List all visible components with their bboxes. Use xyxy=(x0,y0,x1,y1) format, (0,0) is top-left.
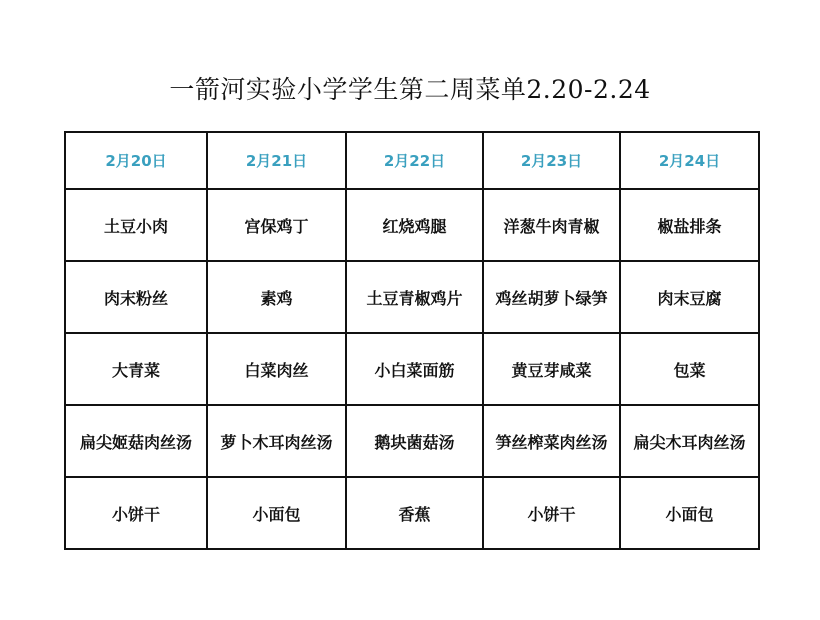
menu-dish-cell: 鸡丝胡萝卜绿笋 xyxy=(483,261,620,333)
table-row xyxy=(65,477,759,549)
menu-dish-cell: 扁尖木耳肉丝汤 xyxy=(620,405,759,477)
menu-dish-cell: 素鸡 xyxy=(207,261,346,333)
menu-dish-cell: 白菜肉丝 xyxy=(207,333,346,405)
menu-dish-cell: 土豆小肉 xyxy=(65,189,207,261)
weekly-menu-table xyxy=(64,131,760,550)
date-header-cell: 2月22日 xyxy=(346,132,483,189)
menu-dish-cell: 小饼干 xyxy=(65,477,207,549)
menu-dish-cell: 小白菜面筋 xyxy=(346,333,483,405)
table-row xyxy=(65,189,759,261)
date-header-cell: 2月20日 xyxy=(65,132,207,189)
menu-dish-cell: 鹅块菌菇汤 xyxy=(346,405,483,477)
menu-dish-cell: 笋丝榨菜肉丝汤 xyxy=(483,405,620,477)
menu-dish-cell: 包菜 xyxy=(620,333,759,405)
menu-dish-cell: 红烧鸡腿 xyxy=(346,189,483,261)
menu-dish-cell: 宫保鸡丁 xyxy=(207,189,346,261)
date-header-cell: 2月24日 xyxy=(620,132,759,189)
date-header-row xyxy=(65,132,759,189)
menu-dish-cell: 小面包 xyxy=(207,477,346,549)
menu-dish-cell: 小饼干 xyxy=(483,477,620,549)
menu-dish-cell: 大青菜 xyxy=(65,333,207,405)
menu-dish-cell: 香蕉 xyxy=(346,477,483,549)
menu-dish-cell: 肉末豆腐 xyxy=(620,261,759,333)
table-row xyxy=(65,333,759,405)
menu-dish-cell: 扁尖姬菇肉丝汤 xyxy=(65,405,207,477)
menu-dish-cell: 黄豆芽咸菜 xyxy=(483,333,620,405)
menu-dish-cell: 萝卜木耳肉丝汤 xyxy=(207,405,346,477)
menu-dish-cell: 肉末粉丝 xyxy=(65,261,207,333)
menu-dish-cell: 小面包 xyxy=(620,477,759,549)
table-row xyxy=(65,405,759,477)
menu-dish-cell: 椒盐排条 xyxy=(620,189,759,261)
menu-title: 一箭河实验小学学生第二周菜单2.20-2.24 xyxy=(169,75,651,104)
table-row xyxy=(65,261,759,333)
date-header-cell: 2月23日 xyxy=(483,132,620,189)
menu-dish-cell: 洋葱牛肉青椒 xyxy=(483,189,620,261)
date-header-cell: 2月21日 xyxy=(207,132,346,189)
menu-dish-cell: 土豆青椒鸡片 xyxy=(346,261,483,333)
